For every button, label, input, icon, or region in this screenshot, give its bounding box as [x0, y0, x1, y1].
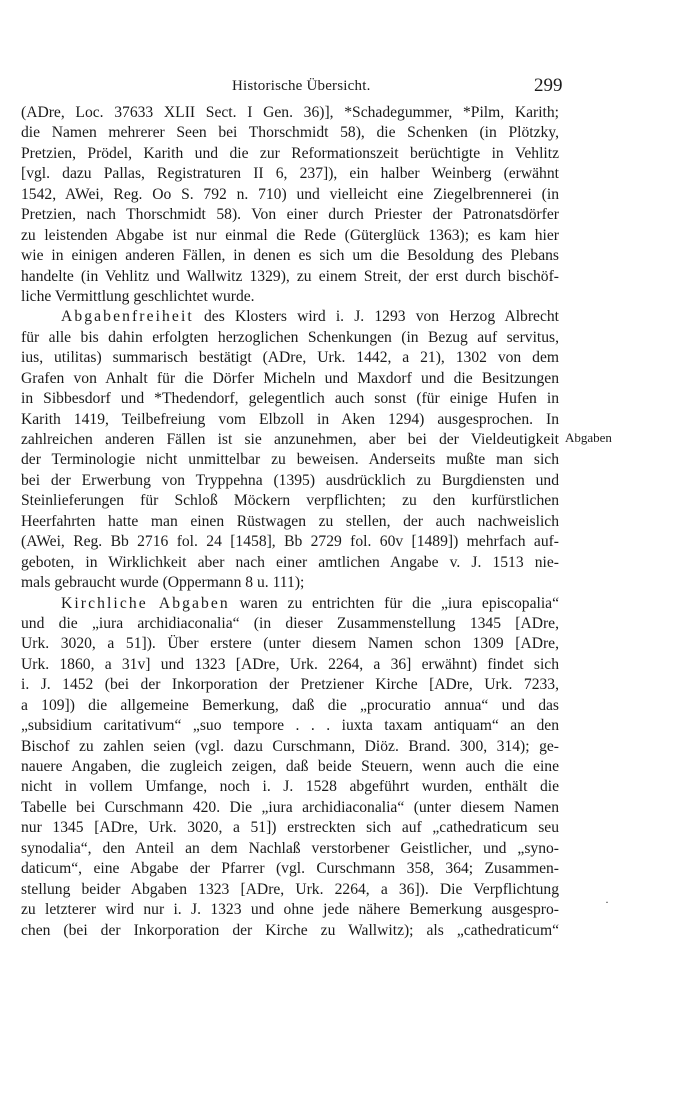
text-line: Pretzien, Prödel, Karith und die zur Reformationszeit berüchtigte in Vehlitz — [21, 144, 559, 162]
text-line: Bischof zu zahlen seien (vgl. dazu Curschmann, Diöz. Brand. 300, 314); ge- — [21, 737, 559, 755]
text-line: „subsidium caritativum“ „suo tempore . . . iuxta taxam antiquam“ an den — [21, 717, 559, 735]
text-line: der Terminologie nicht unmittelbar zu beweisen. Anderseits mußte man sich — [21, 451, 559, 469]
spaced-heading: Kirchliche Abgaben — [61, 594, 230, 612]
text-line: (ADre, Loc. 37633 XLII Sect. I Gen. 36)], *Schadegummer, *Pilm, Karith; — [21, 104, 559, 121]
text-line: geboten, in Wirklichkeit aber nach einer amtlichen Angabe v. J. 1513 nie- — [21, 553, 559, 571]
body-text — [21, 103, 559, 941]
text-line: 1542, AWei, Reg. Oo S. 792 n. 710) und vielleicht eine Ziegelbrennerei (in — [21, 185, 559, 203]
text-line: [vgl. dazu Pallas, Registraturen II 6, 237]), ein halber Weinberg (erwähnt — [21, 165, 559, 183]
text-line: mals gebraucht wurde (Oppermann 8 u. 111); — [21, 574, 305, 592]
text-line: Pretzien, nach Thorschmidt 58). Von einer durch Priester der Patronatsdörfer — [21, 206, 559, 224]
text-line: Urk. 1860, a 31v] und 1323 [ADre, Urk. 2264, a 36] erwähnt) findet sich — [21, 655, 559, 673]
text-line: die Namen mehrerer Seen bei Thorschmidt 58), die Schenken (in Plötzky, — [21, 124, 559, 142]
text-line: i. J. 1452 (bei der Inkorporation der Pretziener Kirche [ADre, Urk. 7233, — [21, 676, 559, 694]
text-line: stellung beider Abgaben 1323 [ADre, Urk. 2264, a 36]). Die Verpflichtung — [21, 880, 559, 898]
text-line: zu letzterer wird nur i. J. 1323 und ohne jede nähere Bemerkung ausgespro- — [21, 901, 559, 919]
text-line-rest: des Klosters wird i. J. 1293 von Herzog Albrecht — [193, 308, 559, 326]
paragraph-start-line — [21, 307, 559, 327]
text-line: in Sibbesdorf und *Thedendorf, gelegentlich auch sonst (für einige Hufen in — [21, 390, 559, 408]
text-line: Grafen von Anhalt für die Dörfer Micheln und Maxdorf und die Besitzungen — [21, 369, 559, 387]
text-line: liche Vermittlung geschlichtet wurde. — [21, 287, 255, 305]
text-line: handelte (in Vehlitz und Wallwitz 1329), zu einem Streit, der erst durch bischöf- — [21, 267, 559, 285]
text-line: daticum“, eine Abgabe der Pfarrer (vgl. Curschmann 358, 364; Zusammen- — [21, 860, 559, 878]
text-line: ius, utilitas) summarisch bestätigt (ADre, Urk. 1442, a 21), 1302 von dem — [21, 349, 559, 367]
text-line: nur 1345 [ADre, Urk. 3020, a 51]) erstreckten sich auf „cathedraticum seu — [21, 819, 559, 837]
text-line: chen (bei der Inkorporation der Kirche zu Wallwitz); als „cathedraticum“ — [21, 921, 559, 939]
text-line: nauere Angaben, die zugleich zeigen, daß beide Steuern, wenn auch die eine — [21, 758, 559, 775]
margin-note: Abgaben — [565, 430, 612, 445]
text-line: Tabelle bei Curschmann 420. Die „iura archidiaconalia“ (unter diesem Namen — [21, 798, 559, 816]
running-title: Historische Übersicht. — [232, 78, 371, 94]
text-line-rest: waren zu entrichten für die „iura episcopalia“ — [229, 594, 559, 612]
spaced-heading: Abgabenfreiheit — [61, 308, 194, 326]
text-line: a 109]) die allgemeine Bemerkung, daß die „procuratio annua“ und das — [21, 696, 559, 714]
text-line: zu leistenden Abgabe ist nur einmal die Rede (Güterglück 1363); es kam hier — [21, 226, 559, 244]
text-line: nicht in vollem Umfange, noch i. J. 1528 abgeführt wurden, enthält die — [21, 778, 559, 796]
text-line: Steinlieferungen für Schloß Möckern verpflichten; zu den kurfürstlichen — [21, 492, 559, 510]
text-line: und die „iura archidiaconalia“ (in dieser Zusammenstellung 1345 [ADre, — [21, 614, 559, 632]
paragraph-start-line — [21, 594, 559, 614]
text-line: synodalia“, den Anteil an dem Nachlaß verstorbener Geistlicher, und „syno- — [21, 839, 559, 857]
text-line: wie in einigen anderen Fällen, in denen es sich um die Besoldung des Plebans — [21, 247, 559, 265]
stray-mark: · — [605, 895, 609, 909]
text-line: Urk. 3020, a 51]). Über erstere (unter diesem Namen schon 1309 [ADre, — [21, 635, 559, 653]
text-line: Karith 1419, Teilbefreiung vom Elbzoll in Aken 1294) ausgesprochen. In — [21, 410, 559, 428]
page-header — [0, 75, 700, 100]
text-line: Heerfahrten hatte man einen Rüstwagen zu stellen, der auch nachweislich — [21, 512, 559, 530]
page-number: 299 — [534, 75, 563, 96]
text-line: zahlreichen anderen Fällen ist sie anzunehmen, aber bei der Vieldeutigkeit — [21, 431, 559, 448]
text-line: (AWei, Reg. Bb 2716 fol. 24 [1458], Bb 2729 fol. 60v [1489]) mehrfach auf- — [21, 533, 559, 551]
text-line: für alle bis dahin erfolgten herzoglichen Schenkungen (in Bezug auf servitus, — [21, 328, 559, 346]
text-line: bei der Erwerbung von Tryppehna (1395) ausdrücklich zu Burgdiensten und — [21, 471, 559, 489]
